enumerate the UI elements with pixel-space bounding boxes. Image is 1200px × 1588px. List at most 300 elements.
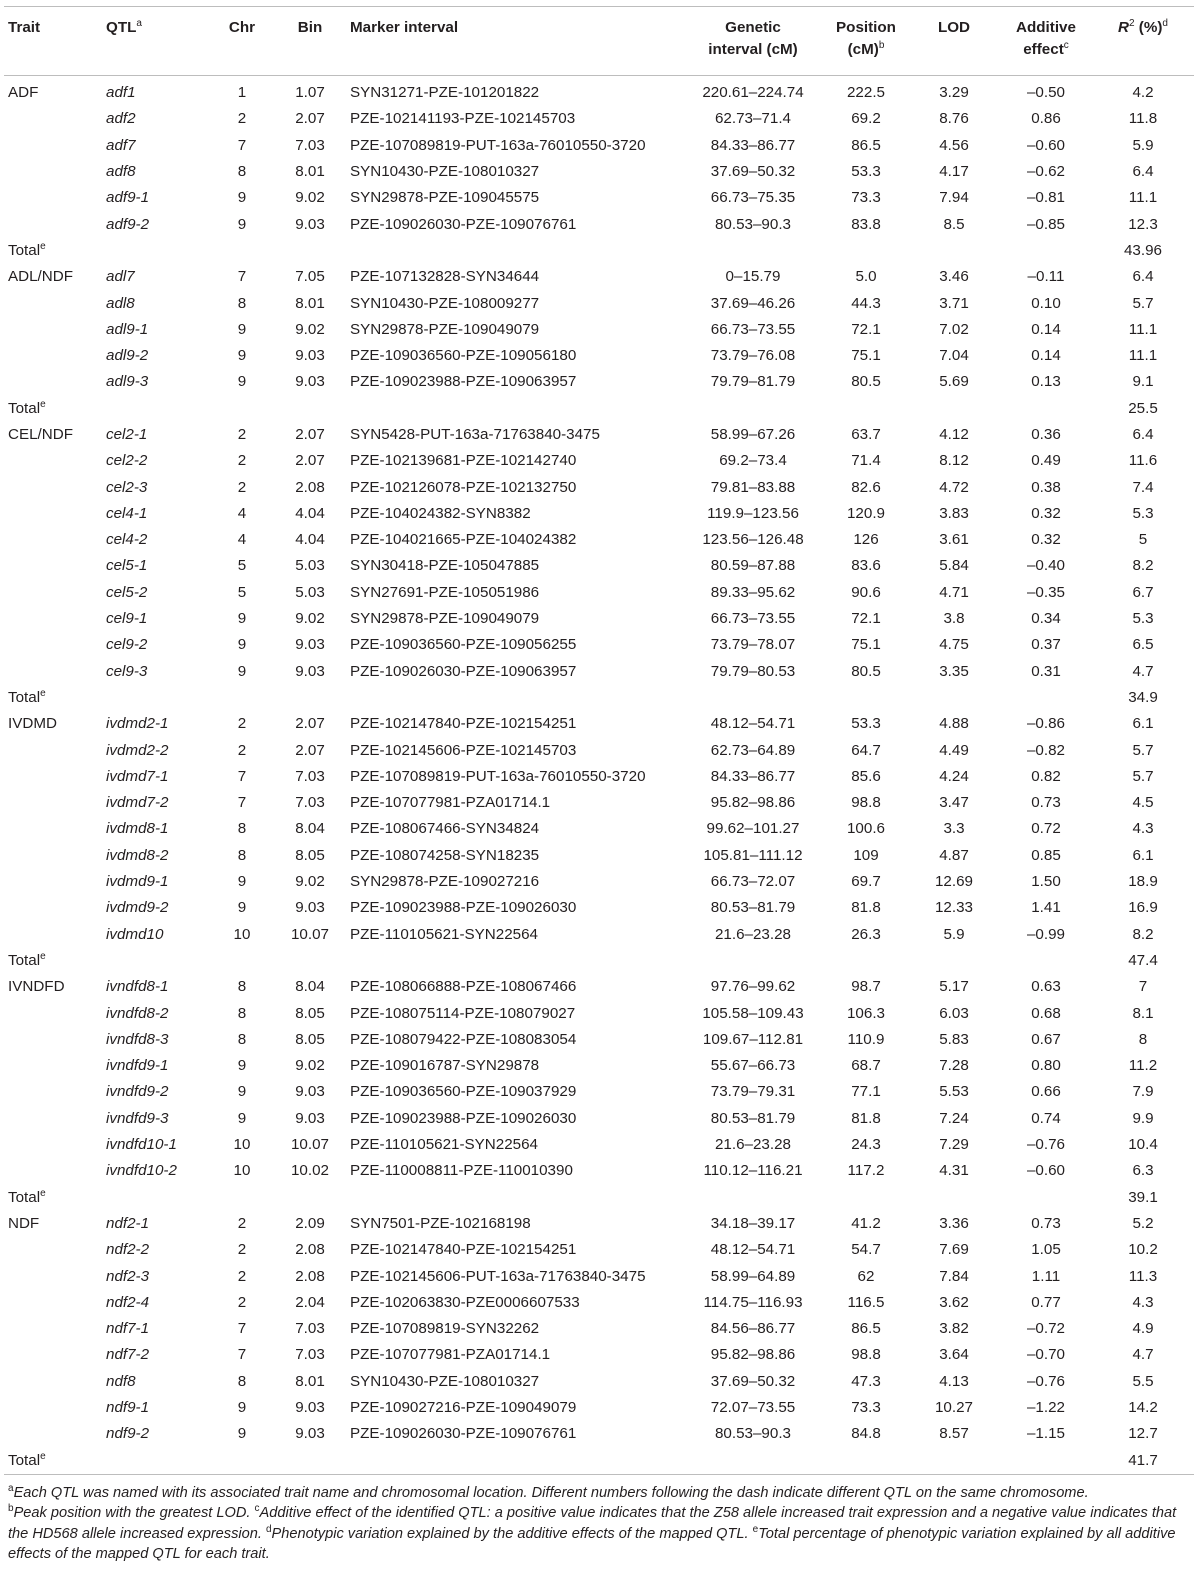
r2-cell: 7.4 [1132,478,1154,496]
qtl-cell: ivndfd10-1 [106,1136,177,1154]
footnote: $^d$Phenotypic variation explained by the additive effects of the mapped QTL. [265,1523,749,1542]
chr-cell: 2 [237,110,247,128]
marker-interval-cell: PZE-108074258-SYN18235 [350,846,540,864]
table-row [4,1211,1194,1237]
r2-cell: 8.2 [1132,557,1154,575]
chr-cell: 5 [237,583,247,601]
marker-interval-cell: PZE-107132828-SYN34644 [350,268,540,286]
trait-cell [4,1237,102,1263]
position-cell: 5.0 [855,268,877,286]
qtl-cell: ndf9-1 [106,1398,150,1416]
empty-cell [824,1184,908,1210]
bin-cell: 8.04 [295,820,325,838]
genetic-interval-cell: 123.56–126.48 [702,531,804,549]
lod-cell: 3.62 [939,1293,969,1311]
lod-cell: 5.83 [939,1030,969,1048]
table-row [4,1369,1194,1395]
qtl-cell: ndf7-1 [106,1320,150,1338]
col-bin: Bin [297,19,323,36]
qtl-cell: ivndfd9-1 [106,1057,169,1075]
marker-interval-cell: PZE-107089819-PUT-163a-76010550-3720 [350,136,646,154]
position-cell: 72.1 [851,320,881,338]
r2-cell: 6.1 [1132,715,1154,733]
empty-cell [824,1447,908,1474]
lod-cell: 7.29 [939,1136,969,1154]
r2-cell: 5.3 [1132,610,1154,628]
lod-cell: 7.28 [939,1057,969,1075]
lod-cell: 4.13 [939,1372,969,1390]
total-label: Total$^e$ [8,1187,46,1206]
position-cell: 75.1 [851,636,881,654]
position-cell: 75.1 [851,347,881,365]
total-r2-cell: 41.7 [1128,1451,1158,1469]
trait-cell [4,895,102,921]
qtl-cell: ndf7-2 [106,1346,150,1364]
empty-cell [346,1447,682,1474]
additive-effect-cell: 0.80 [1031,1057,1061,1075]
empty-cell [824,396,908,422]
total-label: Total$^e$ [8,398,46,417]
trait-cell [4,764,102,790]
lod-cell: 12.33 [934,899,973,917]
r2-cell: 5.2 [1132,1214,1154,1232]
marker-interval-cell: SYN29878-PZE-109049079 [350,320,540,338]
table-row [4,790,1194,816]
genetic-interval-cell: 48.12–54.71 [710,1241,796,1259]
bin-cell: 9.02 [295,189,325,207]
chr-cell: 10 [233,1162,251,1180]
empty-cell [210,1447,274,1474]
table-row [4,369,1194,395]
r2-cell: 8.1 [1132,1004,1154,1022]
chr-cell: 2 [237,1293,247,1311]
empty-cell [908,685,1000,711]
position-cell: 90.6 [851,583,881,601]
position-cell: 44.3 [851,294,881,312]
table-row [4,527,1194,553]
lod-cell: 4.72 [939,478,969,496]
bin-cell: 9.02 [295,320,325,338]
position-cell: 53.3 [851,715,881,733]
additive-effect-cell: 0.14 [1031,347,1061,365]
position-cell: 98.7 [851,978,881,996]
table-row [4,290,1194,316]
empty-cell [102,396,210,422]
r2-cell: 4.3 [1132,820,1154,838]
additive-effect-cell: 0.37 [1031,636,1061,654]
genetic-interval-cell: 80.53–90.3 [714,1425,791,1443]
bin-cell: 9.03 [295,662,325,680]
position-cell: 73.3 [851,1398,881,1416]
genetic-interval-cell: 105.58–109.43 [702,1004,804,1022]
empty-cell [102,238,210,264]
genetic-interval-cell: 73.79–79.31 [710,1083,796,1101]
position-cell: 222.5 [846,84,885,102]
marker-interval-cell: PZE-102063830-PZE0006607533 [350,1293,580,1311]
genetic-interval-cell: 58.99–64.89 [710,1267,796,1285]
additive-effect-cell: 0.73 [1031,1214,1061,1232]
bin-cell: 9.03 [295,1398,325,1416]
additive-effect-cell: –0.50 [1026,84,1065,102]
r2-cell: 11.8 [1128,110,1158,128]
r2-cell: 7.9 [1132,1083,1154,1101]
bin-cell: 4.04 [295,504,325,522]
chr-cell: 9 [237,347,247,365]
table-row [4,1053,1194,1079]
r2-cell: 8 [1138,1030,1148,1048]
lod-cell: 7.69 [939,1241,969,1259]
genetic-interval-cell: 80.53–81.79 [710,1109,796,1127]
chr-cell: 4 [237,531,247,549]
footnote: $^c$Additive effect of the identified QTL: a positive value indicates that the Z58 allele increased trait expression and a negative value indicates that the HD568 allele increased expression. [8,1503,1177,1542]
trait-cell: ADL/NDF [8,268,73,286]
trait-cell [4,106,102,132]
marker-interval-cell: PZE-109036560-PZE-109056255 [350,636,577,654]
r2-cell: 9.1 [1132,373,1154,391]
trait-cell: IVNDFD [8,978,65,996]
trait-cell [4,317,102,343]
additive-effect-cell: 0.67 [1031,1030,1061,1048]
r2-cell: 4.9 [1132,1320,1154,1338]
position-cell: 86.5 [851,136,881,154]
additive-effect-cell: 1.11 [1031,1267,1061,1285]
genetic-interval-cell: 89.33–95.62 [710,583,796,601]
genetic-interval-cell: 97.76–99.62 [710,978,796,996]
position-cell: 81.8 [851,1109,881,1127]
marker-interval-cell: PZE-107077981-PZA01714.1 [350,1346,551,1364]
trait-cell [4,185,102,211]
marker-interval-cell: SYN30418-PZE-105047885 [350,557,540,575]
additive-effect-cell: 0.72 [1031,820,1061,838]
marker-interval-cell: PZE-104024382-SYN8382 [350,504,531,522]
marker-interval-cell: PZE-109036560-PZE-109037929 [350,1083,577,1101]
genetic-interval-cell: 84.33–86.77 [710,767,796,785]
table-row [4,1106,1194,1132]
genetic-interval-cell: 79.81–83.88 [710,478,796,496]
qtl-cell: adl7 [106,268,135,286]
qtl-cell: ivdmd2-2 [106,741,169,759]
lod-cell: 3.35 [939,662,969,680]
total-r2-cell: 43.96 [1123,241,1162,259]
lod-cell: 4.49 [939,741,969,759]
chr-cell: 9 [237,189,247,207]
trait-cell [4,1395,102,1421]
chr-cell: 10 [233,1136,251,1154]
table-row [4,159,1194,185]
trait-cell [4,133,102,159]
marker-interval-cell: PZE-108079422-PZE-108083054 [350,1030,577,1048]
r2-cell: 8.2 [1132,925,1154,943]
r2-cell: 11.2 [1128,1057,1158,1075]
lod-cell: 4.31 [939,1162,969,1180]
r2-cell: 12.3 [1128,215,1158,233]
chr-cell: 7 [237,767,247,785]
r2-cell: 5.7 [1132,767,1154,785]
position-cell: 106.3 [846,1004,885,1022]
qtl-cell: ivdmd2-1 [106,715,169,733]
additive-effect-cell: –0.82 [1026,741,1065,759]
r2-cell: 11.6 [1128,452,1158,470]
trait-cell [4,632,102,658]
qtl-cell: adf2 [106,110,136,128]
table-row [4,816,1194,842]
genetic-interval-cell: 62.73–71.4 [714,110,791,128]
bin-cell: 9.02 [295,873,325,891]
qtl-cell: ivdmd7-1 [106,767,169,785]
position-cell: 126 [853,531,879,549]
genetic-interval-cell: 73.79–76.08 [710,347,796,365]
footnote: $^e$Total percentage of phenotypic variation explained by all additive effects of the mapped QTL for each trait. [8,1523,1176,1563]
bin-cell: 1.07 [295,84,325,102]
empty-cell [210,948,274,974]
r2-cell: 10.2 [1128,1241,1158,1259]
table-row [4,133,1194,159]
empty-cell [1000,685,1092,711]
additive-effect-cell: 0.49 [1031,452,1061,470]
r2-cell: 5 [1138,531,1148,549]
marker-interval-cell: PZE-102141193-PZE-102145703 [350,110,576,128]
r2-cell: 9.9 [1132,1109,1154,1127]
lod-cell: 3.47 [939,794,969,812]
bin-cell: 8.05 [295,1004,325,1022]
position-cell: 98.8 [851,1346,881,1364]
additive-effect-cell: –0.72 [1026,1320,1065,1338]
trait-cell [4,580,102,606]
empty-cell [682,238,824,264]
bin-cell: 2.04 [295,1293,325,1311]
marker-interval-cell: PZE-109023988-PZE-109026030 [350,1109,577,1127]
chr-cell: 9 [237,636,247,654]
lod-cell: 10.27 [934,1398,973,1416]
empty-cell [1000,1447,1092,1474]
genetic-interval-cell: 79.79–80.53 [710,662,796,680]
r2-cell: 16.9 [1128,899,1158,917]
qtl-cell: adf8 [106,163,136,181]
trait-cell [4,1027,102,1053]
chr-cell: 7 [237,136,247,154]
total-label: Total$^e$ [8,240,46,259]
empty-cell [824,238,908,264]
chr-cell: 2 [237,741,247,759]
r2-cell: 6.4 [1132,268,1154,286]
bin-cell: 2.07 [295,426,325,443]
position-cell: 54.7 [851,1241,881,1259]
trait-cell [4,1079,102,1105]
lod-cell: 4.87 [939,846,969,864]
col-position: Position (cM)$^b$ [836,19,896,58]
trait-cell: NDF [8,1214,40,1232]
r2-cell: 6.4 [1132,163,1154,181]
empty-cell [908,238,1000,264]
marker-interval-cell: PZE-102126078-PZE-102132750 [350,478,577,496]
trait-cell [4,501,102,527]
empty-cell [682,685,824,711]
additive-effect-cell: 0.36 [1031,426,1061,443]
position-cell: 109 [853,846,879,864]
bin-cell: 9.03 [295,1109,325,1127]
lod-cell: 3.8 [943,610,965,628]
additive-effect-cell: –0.81 [1026,189,1065,207]
additive-effect-cell: –0.60 [1026,1162,1065,1180]
table-row [4,843,1194,869]
trait-cell [4,527,102,553]
empty-cell [210,685,274,711]
qtl-cell: adf9-1 [106,189,150,207]
table-header [4,7,1194,76]
marker-interval-cell: SYN7501-PZE-102168198 [350,1214,531,1232]
genetic-interval-cell: 73.79–78.07 [710,636,796,654]
lod-cell: 7.04 [939,347,969,365]
qtl-cell: adl9-1 [106,320,149,338]
total-r2-cell: 25.5 [1128,399,1158,417]
marker-interval-cell: PZE-109023988-PZE-109026030 [350,899,577,917]
position-cell: 116.5 [847,1293,885,1311]
trait-cell [4,1290,102,1316]
table-row [4,869,1194,895]
additive-effect-cell: 0.77 [1031,1293,1061,1311]
chr-cell: 8 [237,1004,247,1022]
lod-cell: 4.56 [939,136,969,154]
empty-cell [908,948,1000,974]
table-row [4,895,1194,921]
marker-interval-cell: SYN10430-PZE-108010327 [350,163,540,181]
marker-interval-cell: PZE-109036560-PZE-109056180 [350,347,577,365]
position-cell: 47.3 [851,1372,881,1390]
lod-cell: 4.17 [939,163,969,181]
trait-cell [4,1342,102,1368]
genetic-interval-cell: 66.73–73.55 [710,610,796,628]
empty-cell [102,948,210,974]
genetic-interval-cell: 220.61–224.74 [702,84,804,102]
bin-cell: 10.07 [290,1136,329,1154]
lod-cell: 5.53 [939,1083,969,1101]
trait-cell [4,1053,102,1079]
trait-cell [4,448,102,474]
additive-effect-cell: –0.76 [1026,1372,1065,1390]
table-row [4,1079,1194,1105]
chr-cell: 8 [237,846,247,864]
qtl-cell: ndf2-4 [106,1293,150,1311]
position-cell: 69.7 [851,873,881,891]
trait-cell [4,553,102,579]
table-row [4,106,1194,132]
chr-cell: 1 [237,84,247,102]
bin-cell: 8.01 [295,163,325,181]
table-row [4,211,1194,237]
position-cell: 41.2 [851,1214,881,1232]
position-cell: 64.7 [851,741,881,759]
genetic-interval-cell: 66.73–75.35 [710,189,796,207]
table-row [4,553,1194,579]
position-cell: 62 [857,1267,875,1285]
trait-cell [4,474,102,500]
table-footnotes [8,1483,1188,1565]
lod-cell: 5.84 [939,557,969,575]
total-row [4,948,1194,974]
empty-cell [274,948,346,974]
additive-effect-cell: 0.32 [1031,531,1061,549]
bin-cell: 7.03 [295,136,325,154]
additive-effect-cell: 0.74 [1031,1109,1061,1127]
qtl-cell: cel2-3 [106,478,148,496]
qtl-cell: cel9-2 [106,636,148,654]
trait-cell [4,790,102,816]
r2-cell: 6.1 [1132,846,1154,864]
additive-effect-cell: –0.11 [1027,268,1065,286]
genetic-interval-cell: 66.73–72.07 [710,873,796,891]
position-cell: 69.2 [851,110,881,128]
chr-cell: 2 [237,1241,247,1259]
bin-cell: 2.08 [295,1267,325,1285]
table-row [4,659,1194,685]
additive-effect-cell: 0.34 [1031,610,1061,628]
genetic-interval-cell: 34.18–39.17 [710,1214,796,1232]
trait-cell [4,869,102,895]
bin-cell: 7.03 [295,767,325,785]
chr-cell: 9 [237,1109,247,1127]
r2-cell: 11.1 [1128,347,1158,365]
genetic-interval-cell: 21.6–23.28 [714,925,791,943]
marker-interval-cell: PZE-108075114-PZE-108079027 [350,1004,576,1022]
marker-interval-cell: PZE-109026030-PZE-109076761 [350,215,577,233]
table-row [4,422,1194,448]
bin-cell: 7.03 [295,1346,325,1364]
additive-effect-cell: 0.86 [1031,110,1061,128]
additive-effect-cell: –0.86 [1026,715,1065,733]
bin-cell: 2.07 [295,741,325,759]
genetic-interval-cell: 95.82–98.86 [710,1346,796,1364]
qtl-cell: adl8 [106,294,135,312]
genetic-interval-cell: 114.75–116.93 [703,1293,803,1311]
genetic-interval-cell: 69.2–73.4 [719,452,787,470]
additive-effect-cell: 1.50 [1031,873,1061,891]
qtl-cell: ndf9-2 [106,1425,150,1443]
genetic-interval-cell: 37.69–46.26 [710,294,796,312]
genetic-interval-cell: 48.12–54.71 [710,715,796,733]
trait-cell: ADF [8,84,39,102]
genetic-interval-cell: 62.73–64.89 [710,741,796,759]
r2-cell: 6.3 [1132,1162,1154,1180]
bin-cell: 7.03 [295,1320,325,1338]
additive-effect-cell: 0.63 [1031,978,1061,996]
qtl-cell: ivdmd9-1 [106,873,169,891]
genetic-interval-cell: 84.33–86.77 [710,136,796,154]
lod-cell: 4.12 [939,426,969,443]
total-r2-cell: 39.1 [1128,1188,1158,1206]
table-row [4,474,1194,500]
lod-cell: 3.64 [939,1346,969,1364]
col-r2: $R^2$ (%)$^d$ [1118,17,1168,36]
chr-cell: 2 [237,1267,247,1285]
chr-cell: 2 [237,478,247,496]
genetic-interval-cell: 99.62–101.27 [706,820,800,838]
r2-cell: 12.7 [1128,1425,1158,1443]
trait-cell [4,922,102,948]
position-cell: 110.9 [847,1030,885,1048]
additive-effect-cell: –0.60 [1026,136,1065,154]
table-row [4,185,1194,211]
chr-cell: 8 [237,820,247,838]
bin-cell: 2.08 [295,478,325,496]
r2-cell: 18.9 [1128,873,1158,891]
bin-cell: 2.07 [295,715,325,733]
r2-cell: 7 [1138,978,1148,996]
genetic-interval-cell: 119.9–123.56 [707,504,799,522]
genetic-interval-cell: 37.69–50.32 [710,163,796,181]
empty-cell [824,685,908,711]
trait-cell [4,606,102,632]
additive-effect-cell: –1.22 [1026,1398,1065,1416]
